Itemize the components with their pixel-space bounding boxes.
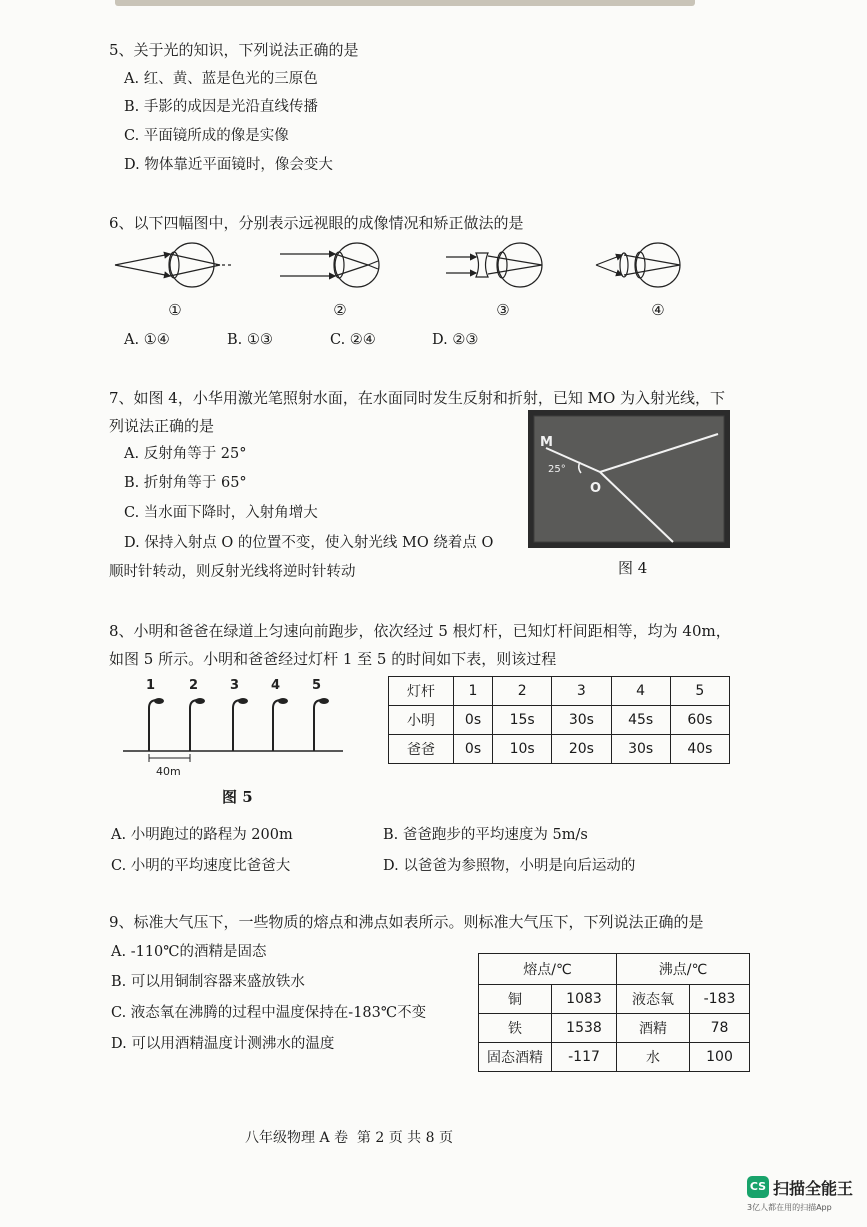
q9-option-b: B. 可以用铜制容器来盛放铁水 — [111, 974, 305, 990]
q7-angle-label: 25° — [548, 464, 566, 475]
table-row — [479, 1043, 750, 1072]
table-cell: 78 — [690, 1014, 750, 1043]
q5-option-c: C. 平面镜所成的像是实像 — [124, 128, 289, 144]
q9-option-d: D. 可以用酒精温度计测沸水的温度 — [111, 1036, 335, 1052]
q8-figure-5-lampposts — [118, 676, 348, 784]
table-cell: 40s — [670, 735, 729, 764]
q8-stem-line2: 如图 5 所示。小明和爸爸经过灯杆 1 至 5 的时间如下表，则该过程 — [109, 650, 557, 668]
q8-time-table — [388, 676, 730, 764]
q7-option-d: D. 保持入射点 O 的位置不变，使入射光线 MO 绕着点 O — [124, 535, 494, 551]
table-row — [479, 1014, 750, 1043]
q5-option-b: B. 手影的成因是光沿直线传播 — [124, 99, 318, 115]
table-cell: 1538 — [552, 1014, 617, 1043]
q7-option-b: B. 折射角等于 65° — [124, 475, 247, 491]
q7-label-o: O — [590, 481, 602, 496]
table-cell: 30s — [552, 706, 611, 735]
distance-label: 40m — [156, 765, 181, 778]
q8-option-a: A. 小明跑过的路程为 200m — [111, 827, 293, 843]
pole-number-3: 3 — [230, 678, 240, 693]
q8-option-d: D. 以爸爸为参照物，小明是向后运动的 — [383, 858, 636, 874]
table-row — [479, 985, 750, 1014]
q6-figure-label-3: ③ — [496, 301, 510, 319]
table-cell: 液态氧 — [617, 985, 690, 1014]
table-cell: 水 — [617, 1043, 690, 1072]
table-cell: 15s — [493, 706, 552, 735]
q5-option-d: D. 物体靠近平面镜时，像会变大 — [124, 157, 333, 173]
table-header-cell: 灯杆 — [389, 677, 454, 706]
q7-figure-4-photo — [528, 410, 730, 548]
pole-number-4: 4 — [271, 678, 281, 693]
table-row — [389, 706, 730, 735]
table-row — [389, 735, 730, 764]
q6-option-c: C. ②④ — [330, 332, 376, 348]
pole-number-2: 2 — [189, 678, 199, 693]
page-footer: 八年级物理 A 卷 第 2 页 共 8 页 — [245, 1130, 453, 1146]
table-cell: 固态酒精 — [479, 1043, 552, 1072]
table-header-cell: 3 — [552, 677, 611, 706]
q6-figure-label-2: ② — [333, 301, 347, 319]
q7-option-a: A. 反射角等于 25° — [124, 446, 247, 462]
table-cell: 45s — [611, 706, 670, 735]
table-cell: -183 — [690, 985, 750, 1014]
q5-stem: 5、关于光的知识，下列说法正确的是 — [109, 41, 359, 59]
table-header-cell: 4 — [611, 677, 670, 706]
q8-figure-caption: 图 5 — [222, 788, 253, 806]
table-cell: 20s — [552, 735, 611, 764]
eye-diagram-4 — [596, 243, 680, 287]
q6-option-b: B. ①③ — [227, 332, 273, 348]
table-cell: 10s — [493, 735, 552, 764]
pole-number-1: 1 — [146, 678, 156, 693]
table-cell: 铁 — [479, 1014, 552, 1043]
q5-option-a: A. 红、黄、蓝是色光的三原色 — [124, 71, 318, 87]
q9-melting-boiling-table — [478, 953, 750, 1072]
table-cell: 小明 — [389, 706, 454, 735]
camscanner-tagline: 3亿人都在用的扫描App — [747, 1203, 832, 1212]
table-cell: -117 — [552, 1043, 617, 1072]
q7-stem-line1: 7、如图 4，小华用激光笔照射水面，在水面同时发生反射和折射，已知 MO 为入射光线，下 — [109, 389, 726, 407]
q7-option-d-cont: 顺时针转动，则反射光线将逆时针转动 — [109, 564, 356, 580]
table-cell: 1083 — [552, 985, 617, 1014]
q6-figure-label-1: ① — [168, 301, 182, 319]
q7-figure-caption: 图 4 — [618, 559, 648, 577]
q7-label-m: M — [540, 435, 553, 450]
q8-option-b: B. 爸爸跑步的平均速度为 5m/s — [383, 827, 588, 843]
eye-diagram-2 — [280, 243, 379, 287]
table-cell: 0s — [454, 735, 493, 764]
q6-option-d: D. ②③ — [432, 332, 479, 348]
q8-stem-line1: 8、小明和爸爸在绿道上匀速向前跑步，依次经过 5 根灯杆，已知灯杆间距相等，均为 40m， — [109, 622, 731, 640]
table-header-cell: 熔点/℃ — [479, 954, 617, 985]
q7-option-c: C. 当水面下降时，入射角增大 — [124, 505, 318, 521]
pole-number-5: 5 — [312, 678, 322, 693]
table-row — [389, 677, 730, 706]
table-header-cell: 2 — [493, 677, 552, 706]
table-cell: 30s — [611, 735, 670, 764]
table-header-cell: 1 — [454, 677, 493, 706]
table-cell: 铜 — [479, 985, 552, 1014]
table-row — [479, 954, 750, 985]
q9-option-c: C. 液态氧在沸腾的过程中温度保持在-183℃不变 — [111, 1005, 427, 1021]
table-cell: 爸爸 — [389, 735, 454, 764]
table-cell: 酒精 — [617, 1014, 690, 1043]
table-header-cell: 沸点/℃ — [617, 954, 750, 985]
eye-diagram-1 — [115, 243, 232, 287]
q6-figure-label-4: ④ — [651, 301, 665, 319]
eye-diagram-3 — [446, 243, 542, 287]
scan-top-edge — [115, 0, 695, 6]
camscanner-name: 扫描全能王 — [773, 1179, 854, 1198]
table-header-cell: 5 — [670, 677, 729, 706]
table-cell: 0s — [454, 706, 493, 735]
q6-option-a: A. ①④ — [124, 332, 170, 348]
q8-option-c: C. 小明的平均速度比爸爸大 — [111, 858, 291, 874]
q9-stem: 9、标准大气压下，一些物质的熔点和沸点如表所示。则标准大气压下，下列说法正确的是 — [109, 913, 704, 931]
q9-option-a: A. -110℃的酒精是固态 — [111, 944, 267, 960]
q6-eye-diagrams — [110, 240, 710, 300]
table-cell: 60s — [670, 706, 729, 735]
q7-stem-line2: 列说法正确的是 — [109, 417, 215, 435]
q6-stem: 6、以下四幅图中，分别表示远视眼的成像情况和矫正做法的是 — [109, 214, 524, 232]
camscanner-logo-icon: CS — [747, 1176, 769, 1198]
table-cell: 100 — [690, 1043, 750, 1072]
